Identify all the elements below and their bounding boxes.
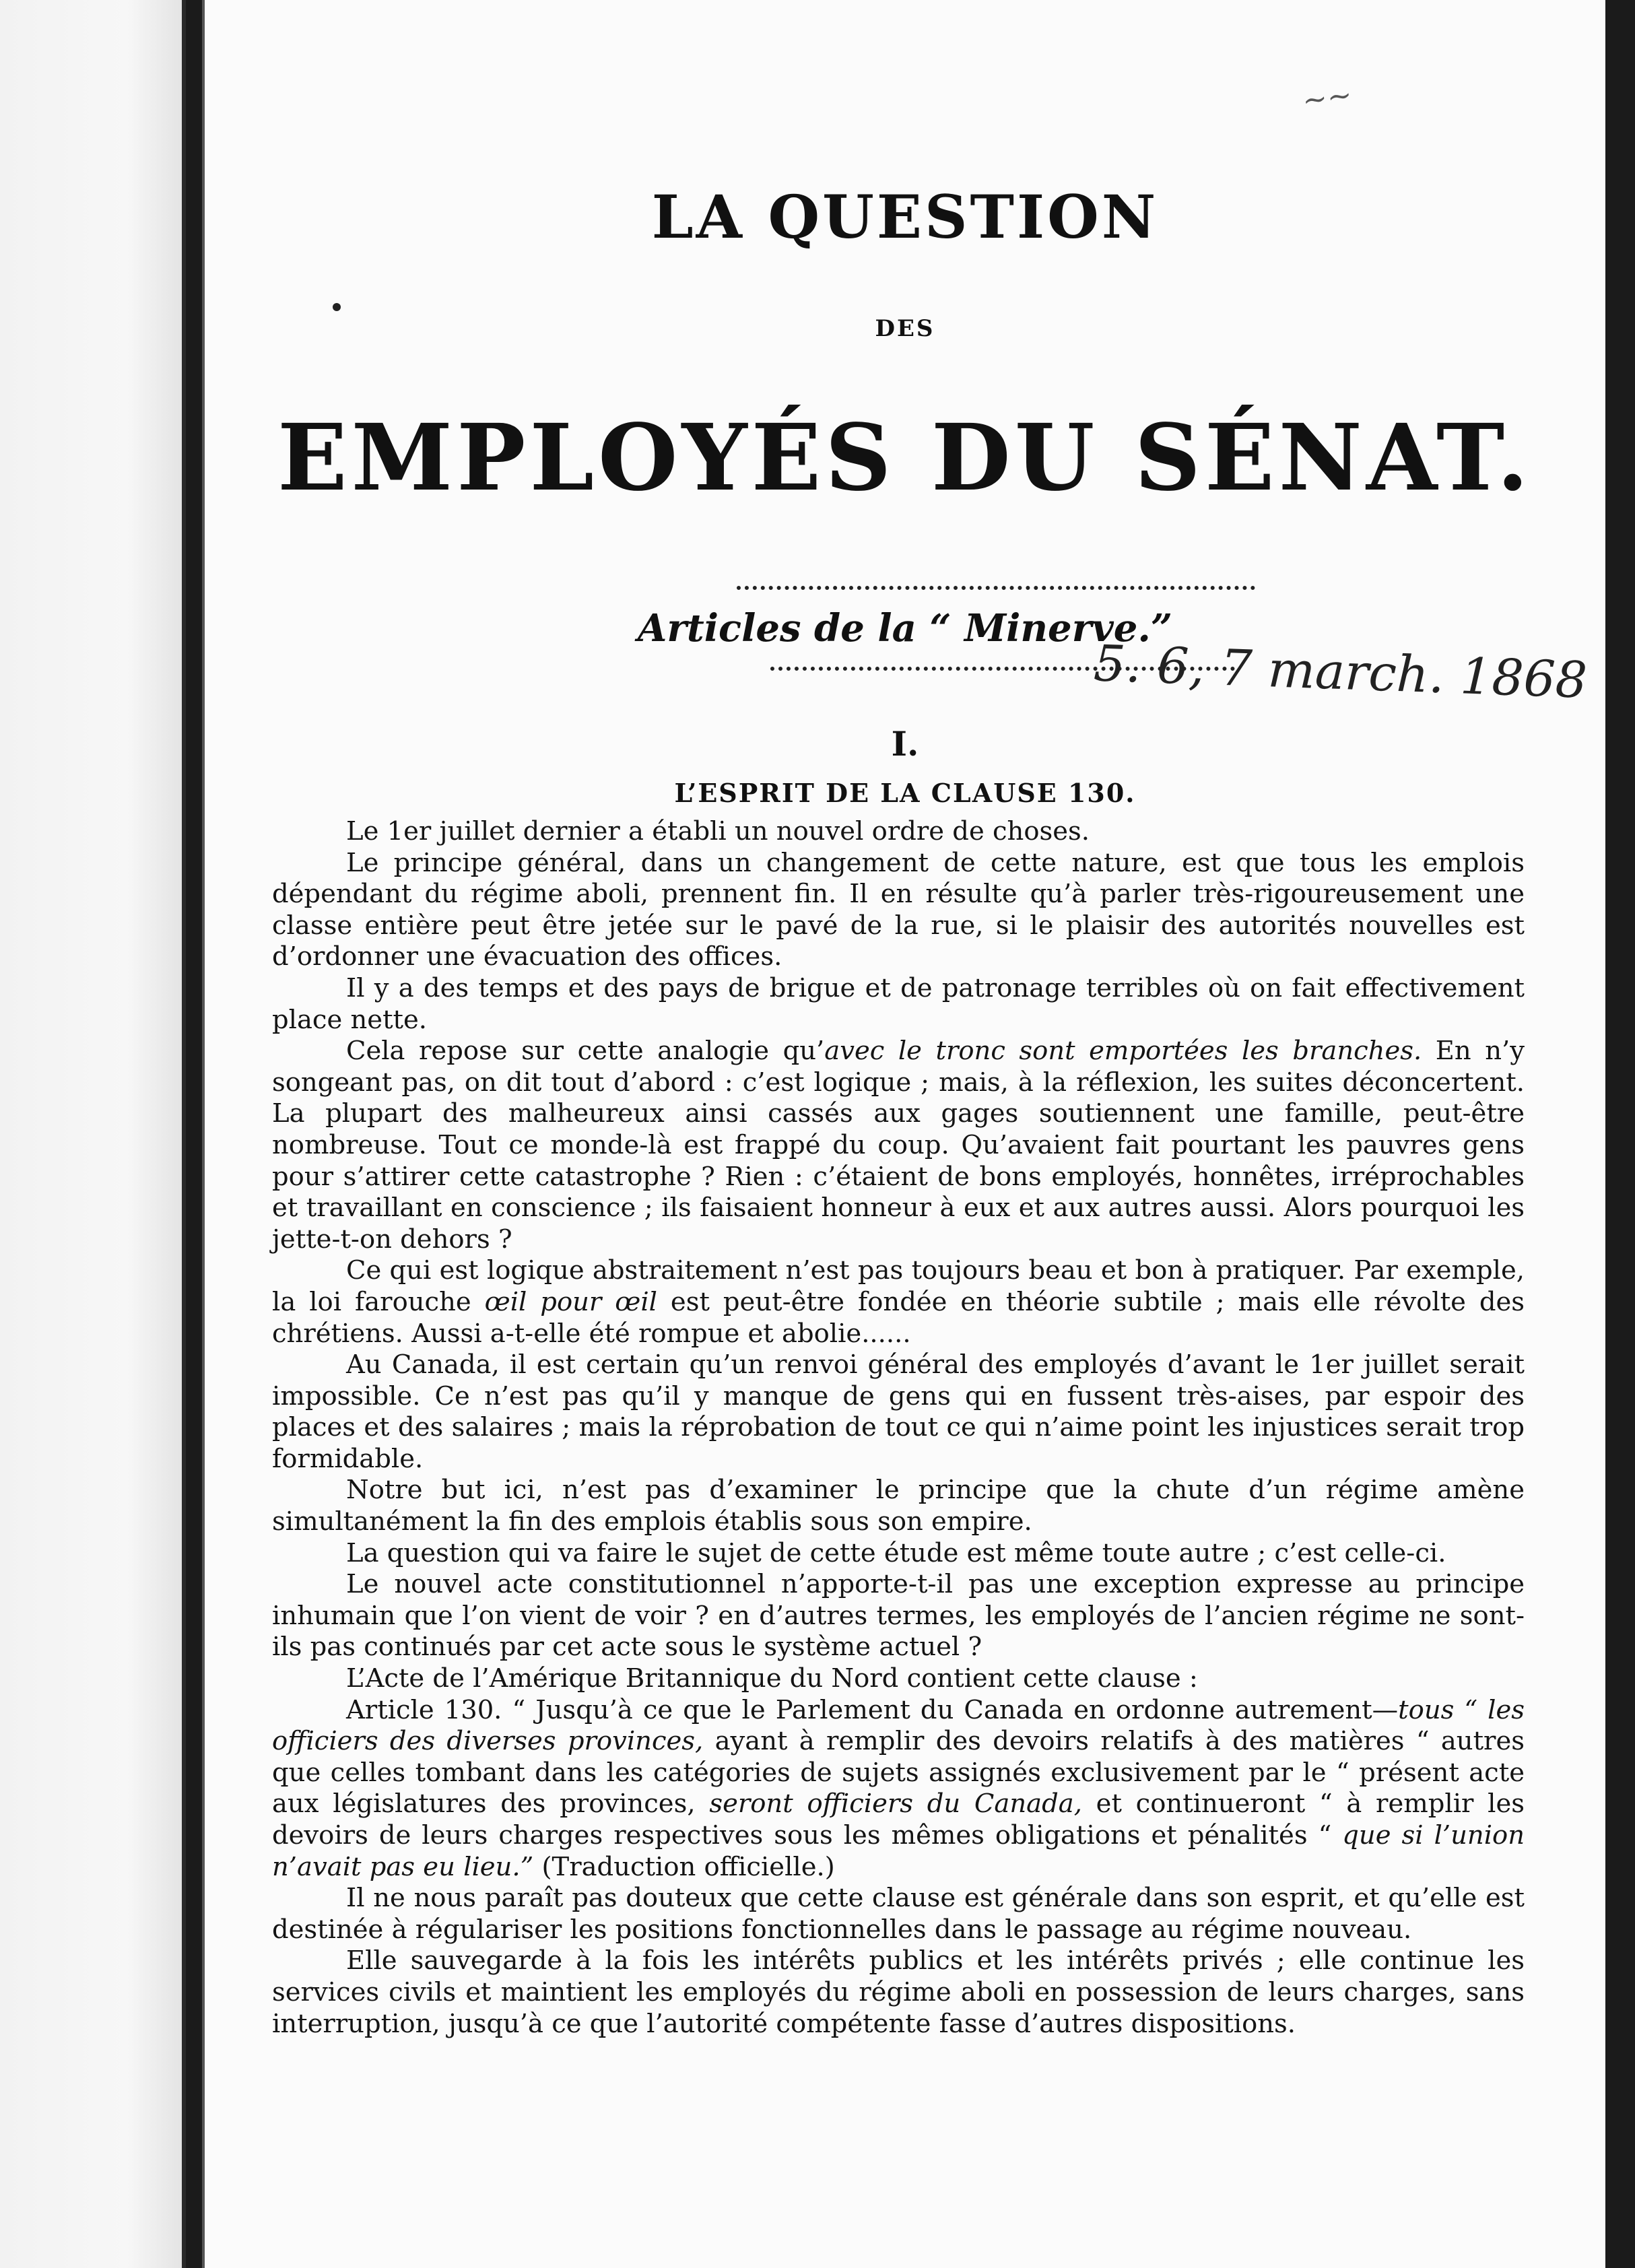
paragraph: Le nouvel acte constitutionnel n’apporte-t-il pas une exception expresse au principe inhumain que l’on vient de voir ? en d’autres termes, les employés de l’ancien régime ne sont-ils pas continués par cet acte sous le système actuel ? [272,1569,1525,1663]
paragraph: Il ne nous paraît pas douteux que cette clause est générale dans son esprit, et qu’elle est destinée à régulariser les positions fonctionnelles dans le passage au régime nouveau. [272,1883,1525,1945]
paragraph [272,1255,1525,1349]
left-page-edge [0,0,186,2268]
stray-ink-dot [333,303,341,311]
paragraph [272,1036,1525,1255]
section-title: L’ESPRIT DE LA CLAUSE 130. [674,778,1136,808]
title-line-3: EMPLOYÉS DU SÉNAT. [277,404,1533,512]
paragraph-text: (Traduction officielle.) [533,1851,835,1882]
document-page [202,0,1605,2268]
paragraph-text: Ce qui est logique abstraitement n’est pas toujours beau et bon à pratiquer. Par exemple, la loi farouche [272,1255,1525,1317]
paragraph-italic: avec le tronc sont emportées les branches. [824,1036,1422,1067]
section-number: I. [891,724,919,764]
dotted-rule-top [737,586,1255,590]
paragraph-text: En n’y songeant pas, on dit tout d’abord : c’est logique ; mais, à la réflexion, les suites déconcertent. La plupart des malheureux ainsi cassés aux gages soutiennent une famille, peut-être nombreuse. Tout ce monde-là est frappé du coup. Qu’avaient fait pourtant les pauvres gens pour s’attirer cette catastrophe ? Rien : c’étaient de bons employés, honnêtes, irréprochables et travaillant en conscience ; ils faisaient honneur à eux et aux autres aussi. Alors pourquoi les jette-t-on dehors ? [272,1036,1525,1255]
paragraph-text: et continueront “ à remplir les devoirs de leurs charges respectives sous les mêmes obligations et pénalités “ [272,1789,1525,1850]
paragraph [272,1695,1525,1883]
paragraph-text: ayant à remplir des devoirs relatifs à des matières “ autres que celles tombant dans les catégories de sujets assignés exclusivement par le “ présent acte aux législatures des provinces, [272,1726,1525,1820]
paragraph-italic: seront officiers du Canada, [709,1789,1082,1820]
paragraph: Notre but ici, n’est pas d’examiner le principe que la chute d’un régime amène simultanément la fin des emplois établis sous son empire. [272,1475,1525,1537]
title-line-1: LA QUESTION [651,182,1159,252]
paragraph-italic: œil pour œil [484,1286,657,1317]
paragraph-text: est peut-être fondée en théorie subtile ; mais elle révolte des chrétiens. Aussi a-t-elle été rompue et abolie...... [272,1286,1525,1349]
subtitle: Articles de la “ Minerve.” [637,606,1173,651]
paragraph: Au Canada, il est certain qu’un renvoi général des employés d’avant le 1er juillet serait impossible. Ce n’est pas qu’il y manque de gens qui en fussent très-aises, par espoir des places et des salaires ; mais la réprobation de tout ce qui n’aime point les injustices serait trop formidable. [272,1349,1525,1474]
paragraph-italic: tous “ les officiers des diverses provinces, [272,1694,1525,1757]
paragraph-italic: que si l’union n’avait pas eu lieu.” [272,1820,1525,1882]
handwritten-date-note: 5. 6, 7 march. 1868 [1092,634,1589,710]
paragraph: Le principe général, dans un changement de cette nature, est que tous les emplois dépendant du régime aboli, prennent fin. Il en résulte qu’à parler très-rigoureusement une classe entière peut être jetée sur le pavé de la rue, si le plaisir des autorités nouvelles est d’ordonner une évacuation des offices. [272,847,1525,972]
paragraph: Le 1er juillet dernier a établi un nouvel ordre de choses. [346,816,1090,846]
paragraph-text: Article 130. “ Jusqu’à ce que le Parlement du Canada en ordonne autrement— [346,1694,1399,1725]
article-body [272,816,1525,2040]
corner-pencil-mark: ~~ [1300,77,1354,119]
paragraph: La question qui va faire le sujet de cette étude est même toute autre ; c’est celle-ci. [346,1537,1446,1568]
paragraph: Il y a des temps et des pays de brigue et de patronage terribles où on fait effectivement place nette. [272,972,1525,1035]
title-line-2: DES [875,315,935,342]
paragraph-text: Cela repose sur cette analogie qu’ [346,1036,825,1067]
paragraph: L’Acte de l’Amérique Britannique du Nord contient cette clause : [346,1663,1198,1694]
paragraph: Elle sauvegarde à la fois les intérêts publics et les intérêts privés ; elle continue les services civils et maintient les employés du régime aboli en possession de leurs charges, sans interruption, jusqu’à ce que l’autorité compétente fasse d’autres dispositions. [272,1945,1525,2039]
